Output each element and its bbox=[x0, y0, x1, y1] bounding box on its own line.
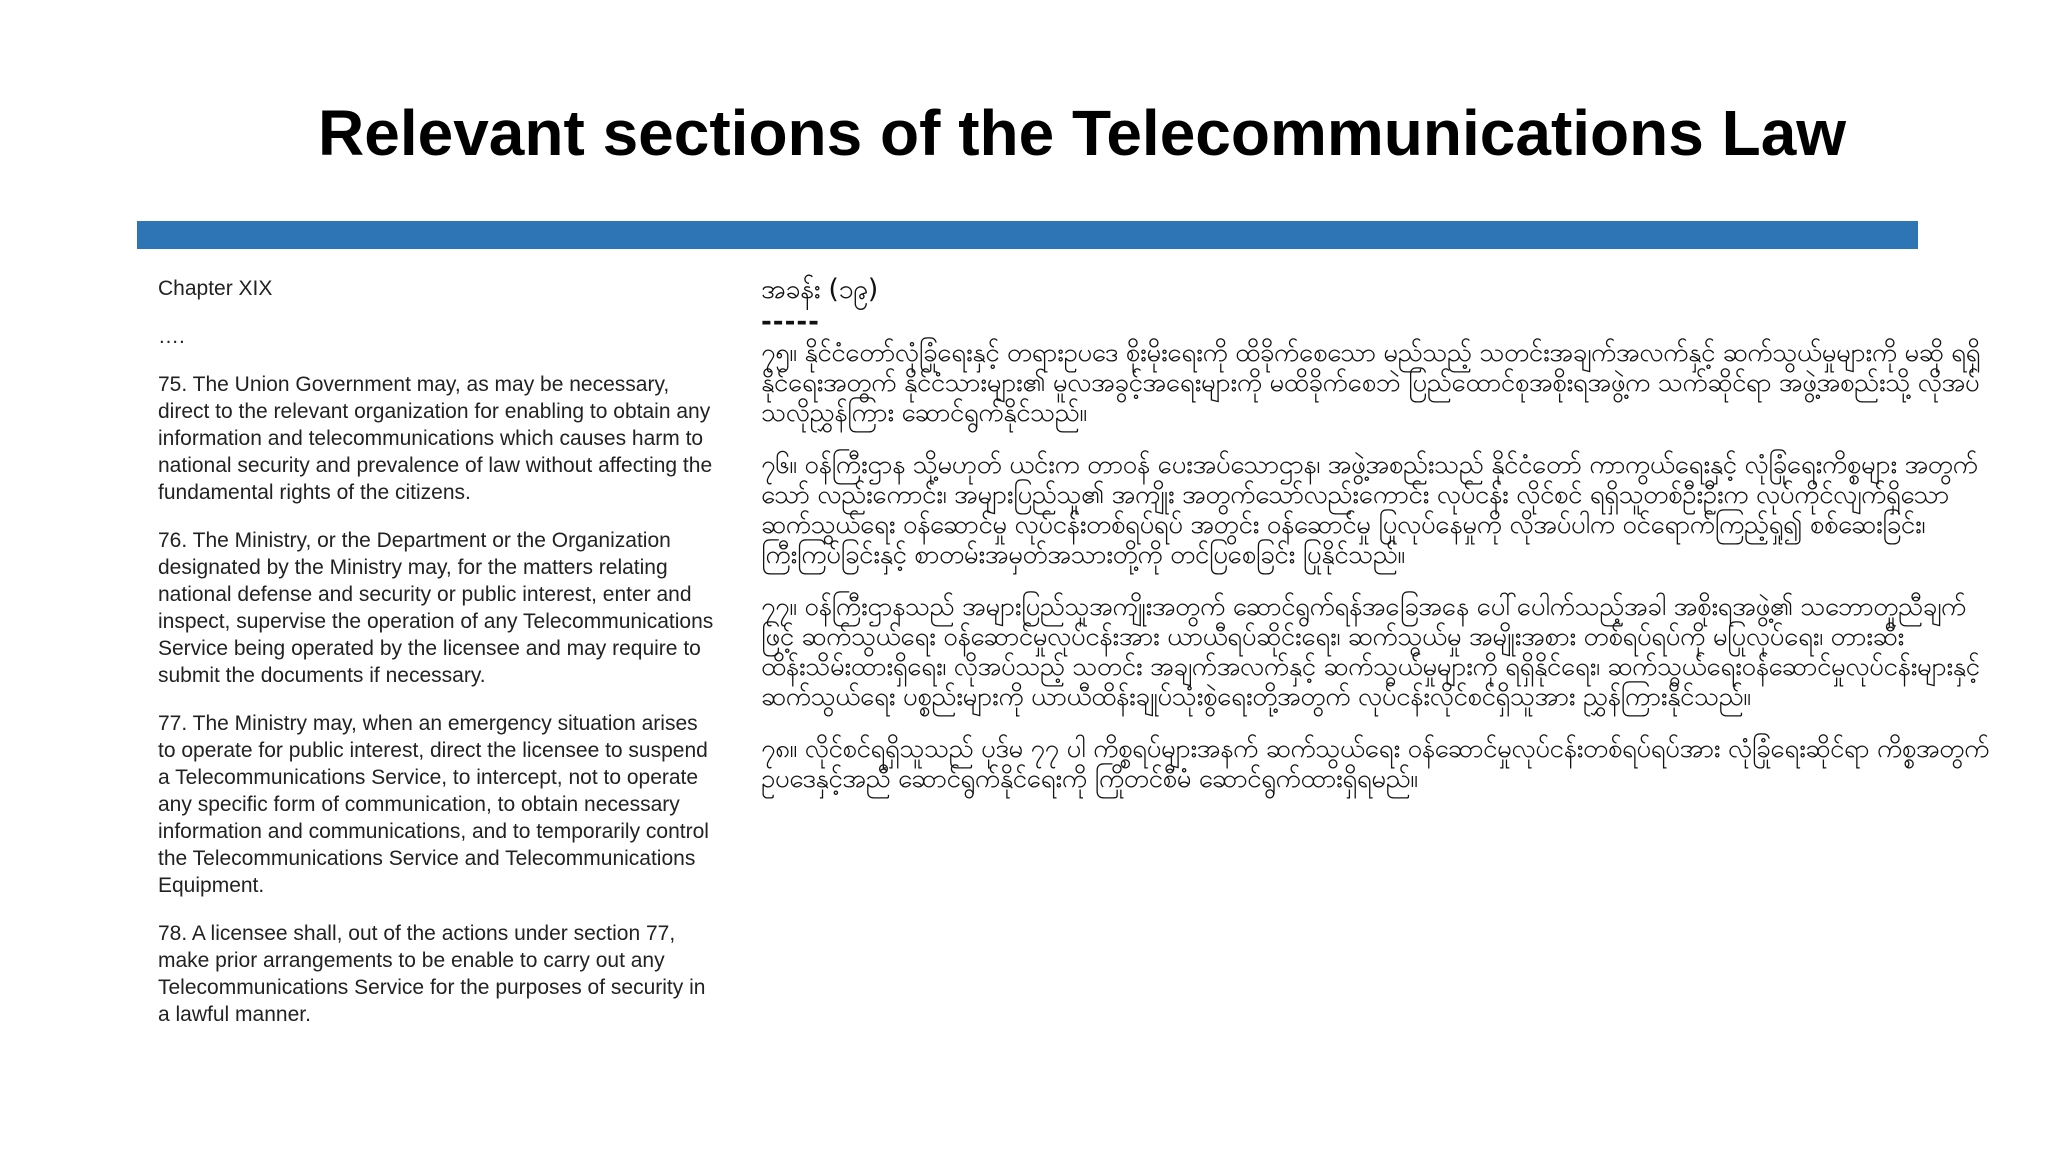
title-underline-bar bbox=[137, 221, 1918, 249]
chapter-heading: Chapter XIX bbox=[158, 277, 273, 300]
section-76-english: 76. The Ministry, or the Department or the Organization designated by the Ministry may, for the matters relating national defense and security or public interest, enter and inspect, supervise the operation of any Telecommunications Service being operated by the licensee and may require to submit the documents if necessary. bbox=[158, 529, 714, 687]
omission-ellipsis: …. bbox=[158, 325, 185, 348]
section-78-english: 78. A licensee shall, out of the actions under section 77, make prior arrangements to be enable to carry out any Telecommunications Service for the purposes of security in a lawful manner. bbox=[158, 922, 706, 1026]
section-76-myanmar: ၇၆။ ဝန်ကြီးဌာန သို့မဟုတ် ယင်းက တာဝန် ပေးအပ်သောဌာန၊ အဖွဲ့အစည်းသည် နိုင်ငံတော် ကာကွယ်ရေးနှင့် လုံခြုံရေးကိစ္စများ အတွက် သော် လည်းကောင်း၊ အများပြည်သူ၏ အကျိုး အတွက်သော်လည်းကောင်း လုပ်ငန်း လိုင်စင် ရရှိသူတစ်ဦးဦးက လုပ်ကိုင်လျက်ရှိသော ဆက်သွယ်ရေး ဝန်ဆောင်မှု လုပ်ငန်းတစ်ရပ်ရပ် အတွင်း ဝန်ဆောင်မှု ပြုလုပ်နေမှုကို လိုအပ်ပါက ဝင်ရောက်ကြည့်ရှု၍ စစ်ဆေးခြင်း၊ ကြီးကြပ်ခြင်းနှင့် စာတမ်းအမှတ်အသားတို့ကို တင်ပြစေခြင်း ပြုနိုင်သည်။ bbox=[761, 450, 1978, 570]
slide-title: Relevant sections of the Telecommunications Law bbox=[318, 97, 1847, 169]
myanmar-text-column bbox=[761, 272, 1991, 816]
section-75-english: 75. The Union Government may, as may be necessary, direct to the relevant organization for enabling to obtain any information and telecommunications which causes harm to national security and prevalence of law without affecting the fundamental rights of the citizens. bbox=[158, 373, 713, 504]
english-text-column bbox=[158, 275, 718, 1049]
section-75-myanmar: ၇၅။ နိုင်ငံတော်လုံခြုံရေးနှင့် တရားဥပဒေ စိုးမိုးရေးကို ထိခိုက်စေသော မည်သည့် သတင်းအချက်အလက်နှင့် ဆက်သွယ်မှုများကို မဆို ရရှိနိုင်ရေးအတွက် နိုင်ငံသားများ၏ မူလအခွင့်အရေးများကို မထိခိုက်စေဘဲ ပြည်ထောင်စုအစိုးရအဖွဲ့က သက်ဆိုင်ရာ အဖွဲ့အစည်းသို့ လိုအပ်သလိုညွှန်ကြား ဆောင်ရွက်နိုင်သည်။ bbox=[761, 338, 1981, 428]
section-77-myanmar: ၇၇။ ဝန်ကြီးဌာနသည် အများပြည်သူအကျိုးအတွက် ဆောင်ရွက်ရန်အခြေအနေ ပေါ်ပေါက်သည့်အခါ အစိုးရအဖွဲ့၏ သဘောတူညီချက်ဖြင့် ဆက်သွယ်ရေး ဝန်ဆောင်မှုလုပ်ငန်းအား ယာယီရပ်ဆိုင်းရေး၊ ဆက်သွယ်မှု အမျိုးအစား တစ်ရပ်ရပ်ကို မပြုလုပ်ရေး၊ တားဆီးထိန်းသိမ်းထားရှိရေး၊ လိုအပ်သည့် သတင်း အချက်အလက်နှင့် ဆက်သွယ်မှုများကို ရရှိနိုင်ရေး၊ ဆက်သွယ်ရေးဝန်ဆောင်မှုလုပ်ငန်းများနှင့် ဆက်သွယ်ရေး ပစ္စည်းများကို ယာယီထိန်းချုပ်သုံးစွဲရေးတို့အတွက် လုပ်ငန်းလိုင်စင်ရှိသူအား ညွှန်ကြားနိုင်သည်။ bbox=[761, 592, 1980, 712]
chapter-heading-myanmar: အခန်း (၁၉) bbox=[761, 274, 878, 305]
section-78-myanmar: ၇၈။ လိုင်စင်ရရှိသူသည် ပုဒ်မ ၇၇ ပါ ကိစ္စရပ်များအနက် ဆက်သွယ်ရေး ဝန်ဆောင်မှုလုပ်ငန်းတစ်ရပ်ရပ်အား လုံခြုံရေးဆိုင်ရာ ကိစ္စအတွက် ဥပဒေနှင့်အညီ ဆောင်ရွက်နိုင်ရေးကို ကြိုတင်စီမံ ဆောင်ရွက်ထားရှိရမည်။ bbox=[761, 734, 1990, 794]
dash-separator: ----- bbox=[761, 307, 820, 337]
section-77-english: 77. The Ministry may, when an emergency situation arises to operate for public interest, direct the licensee to suspend a Telecommunications Service, to intercept, not to operate any specific form of communication, to obtain necessary information and communications, and to temporarily control the Telecommunications Service and Telecommunications Equipment. bbox=[158, 712, 709, 897]
